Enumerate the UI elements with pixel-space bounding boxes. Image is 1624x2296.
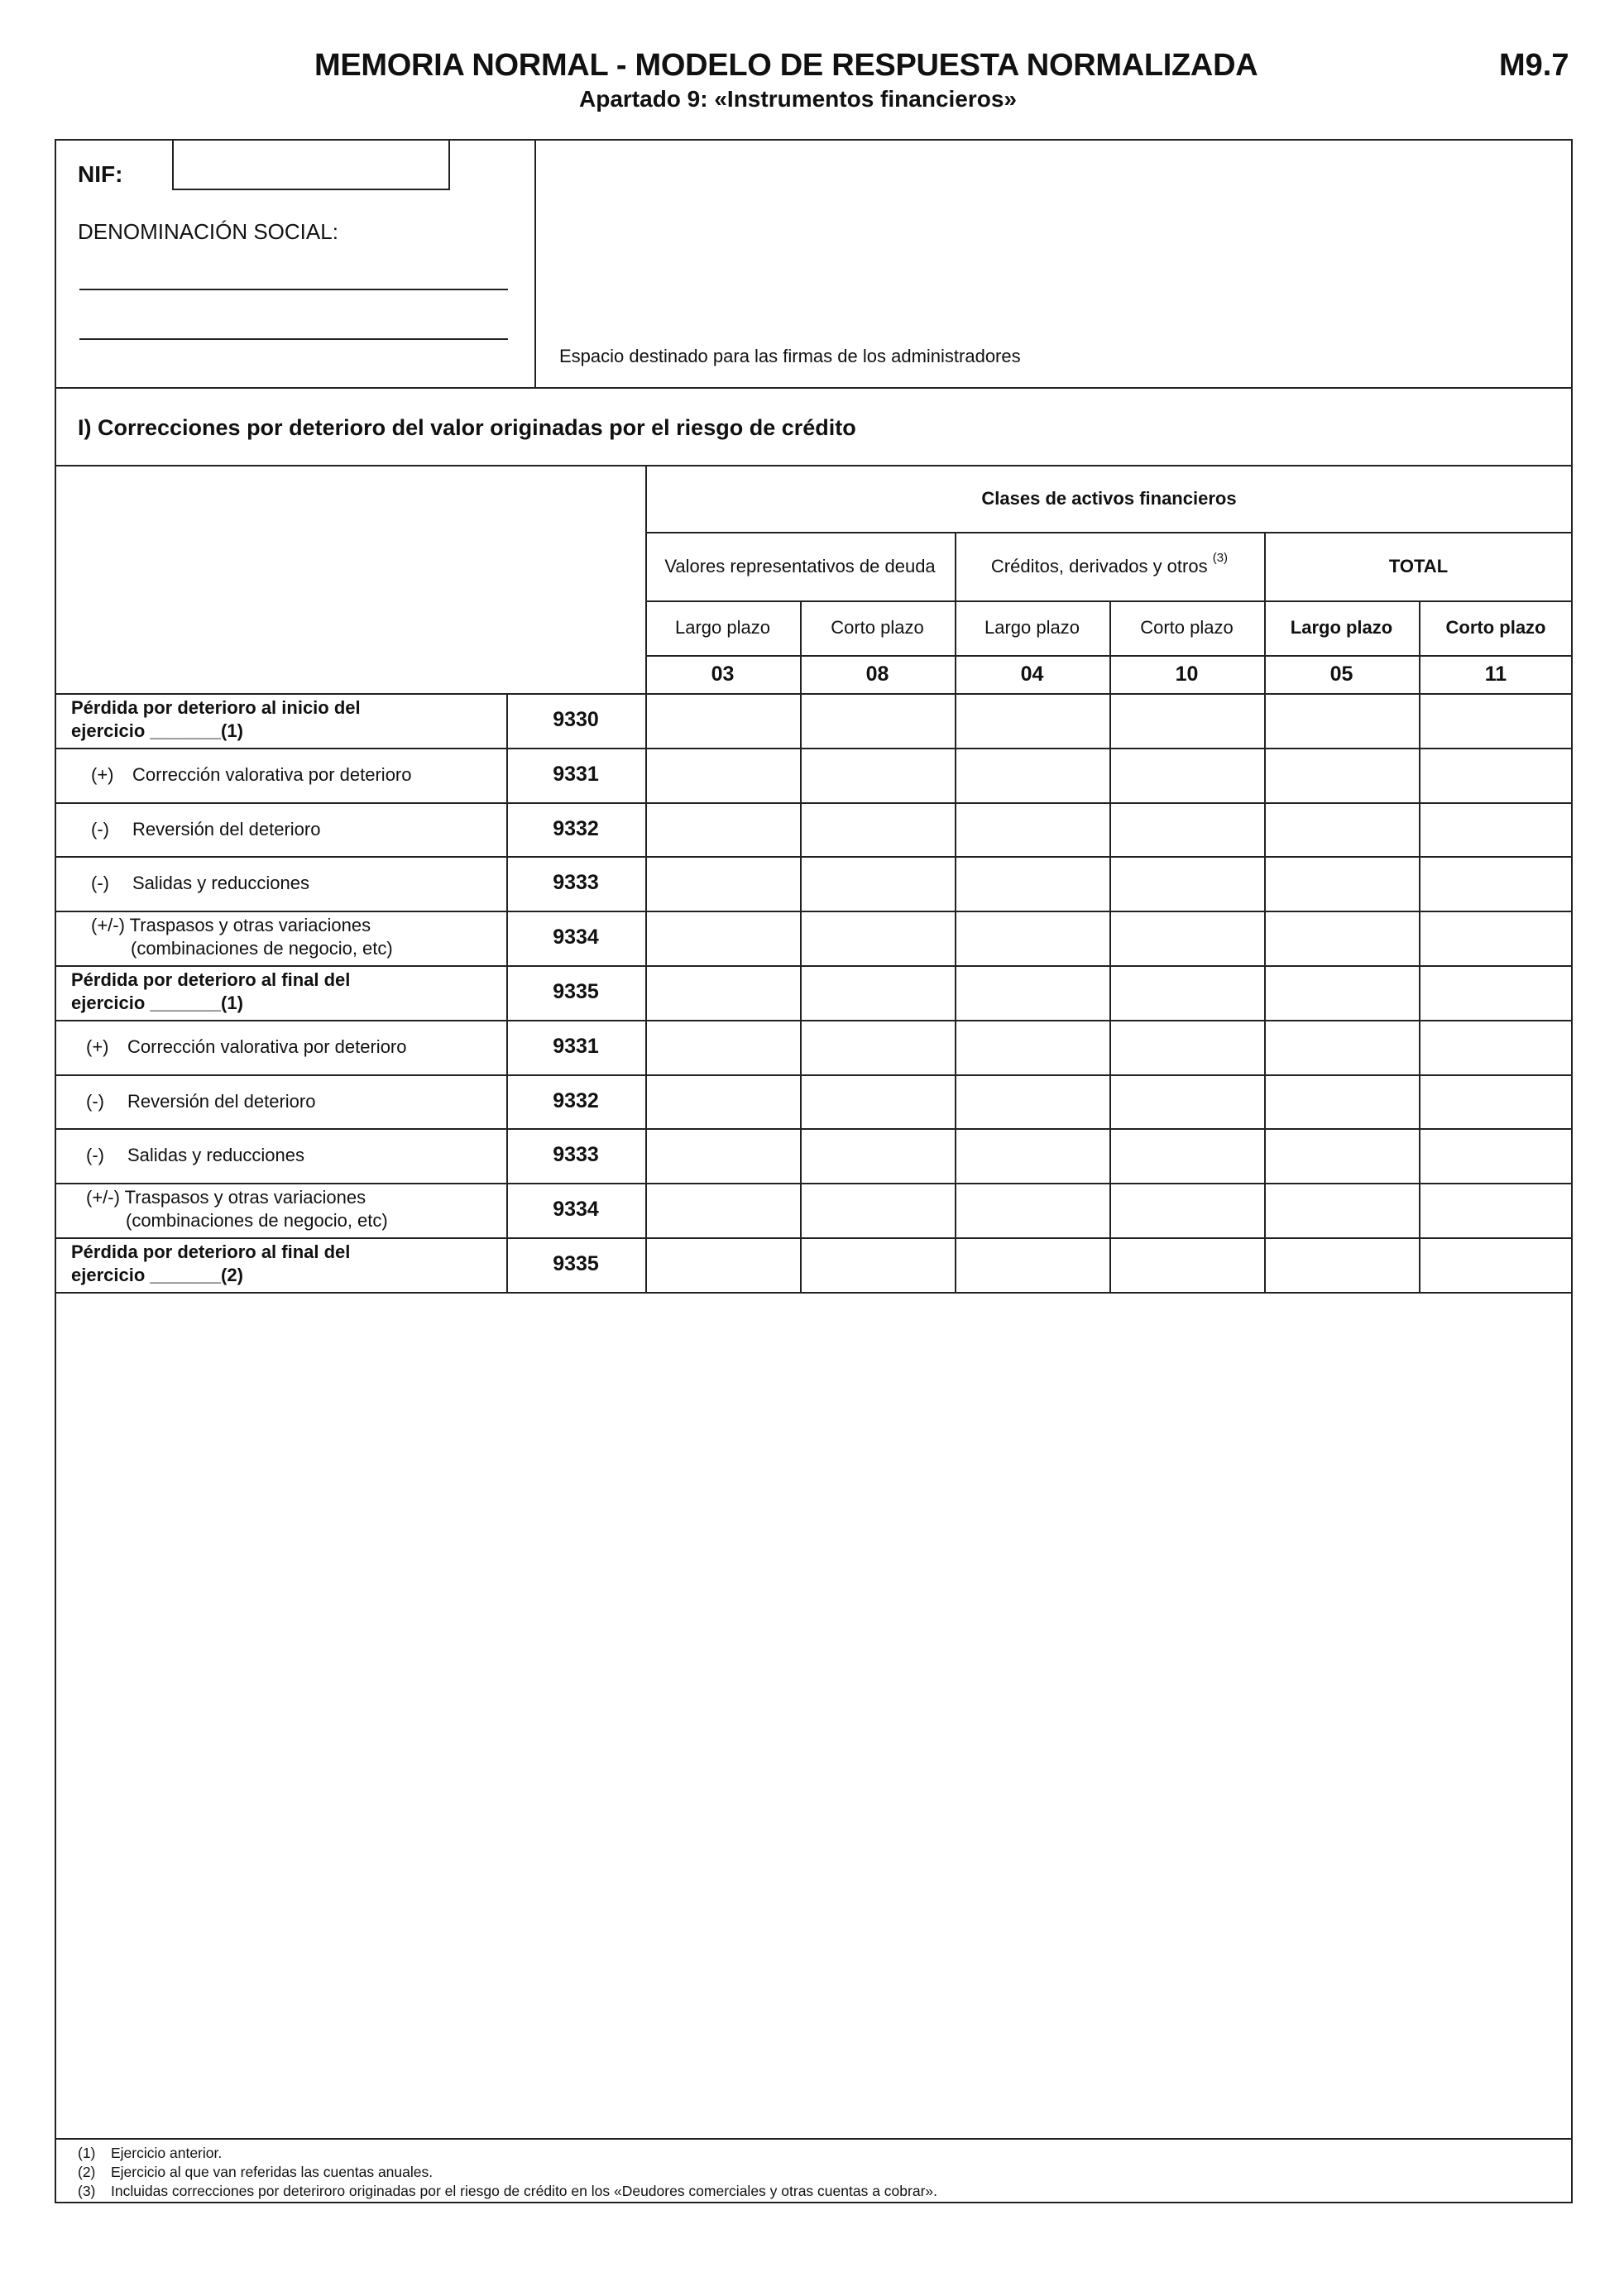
- row-label: [91, 872, 309, 895]
- value-cell[interactable]: [1420, 912, 1572, 964]
- denominacion-line-2[interactable]: [79, 338, 508, 340]
- row-label: [71, 1241, 350, 1287]
- row-label-line: ejercicio _______(1): [71, 993, 243, 1013]
- value-cell[interactable]: [802, 1076, 954, 1127]
- row-sign: (-): [91, 873, 109, 894]
- row-label-line: Pérdida por deterioro al final del: [71, 969, 351, 990]
- value-cell[interactable]: [1420, 858, 1572, 909]
- value-cell[interactable]: [1111, 695, 1263, 746]
- value-cell[interactable]: [1266, 749, 1418, 801]
- footnote: [78, 2164, 433, 2181]
- denominacion-label: DENOMINACIÓN SOCIAL:: [78, 219, 338, 244]
- value-cell[interactable]: [1266, 912, 1418, 964]
- row-label: [91, 914, 393, 960]
- row-label-text: Corrección valorativa por deterioro: [127, 1036, 407, 1057]
- value-cell[interactable]: [1111, 804, 1263, 855]
- row-code: 9332: [553, 816, 599, 840]
- column-code: 04: [1020, 662, 1044, 686]
- value-cell[interactable]: [647, 967, 799, 1018]
- row-sign: (+/-): [91, 915, 125, 936]
- value-cell[interactable]: [1266, 1184, 1418, 1236]
- column-code: 10: [1175, 662, 1199, 686]
- value-cell[interactable]: [647, 749, 799, 801]
- nif-field[interactable]: [172, 139, 450, 190]
- value-cell[interactable]: [647, 912, 799, 964]
- group-header-valores: [645, 532, 955, 600]
- value-cell[interactable]: [647, 1021, 799, 1073]
- value-cell[interactable]: [647, 1130, 799, 1181]
- footnote-number: (3): [78, 2183, 96, 2199]
- row-label-text: Traspasos y otras variaciones: [124, 1187, 366, 1208]
- row-code: 9333: [553, 871, 599, 895]
- value-cell[interactable]: [802, 967, 954, 1018]
- value-cell[interactable]: [647, 1239, 799, 1290]
- row-code: 9331: [553, 762, 599, 786]
- value-cell[interactable]: [956, 749, 1109, 801]
- column-code: 08: [865, 662, 889, 686]
- denominacion-line-1[interactable]: [79, 289, 508, 290]
- value-cell[interactable]: [802, 1184, 954, 1236]
- value-cell[interactable]: [956, 967, 1109, 1018]
- value-cell[interactable]: [647, 1076, 799, 1127]
- group-header-label: TOTAL: [1388, 555, 1449, 576]
- value-cell[interactable]: [956, 804, 1109, 855]
- row-label-text: Salidas y reducciones: [127, 1145, 305, 1166]
- value-cell[interactable]: [956, 858, 1109, 909]
- group-header-total: [1264, 532, 1573, 600]
- value-cell[interactable]: [956, 912, 1109, 964]
- value-cell[interactable]: [1420, 804, 1572, 855]
- row-code: 9331: [553, 1034, 599, 1058]
- row-label: [86, 1090, 315, 1113]
- column-code: 11: [1484, 662, 1507, 686]
- value-cell[interactable]: [802, 912, 954, 964]
- nif-label: NIF:: [78, 161, 123, 187]
- row-label-text: Reversión del deterioro: [132, 818, 321, 839]
- value-cell[interactable]: [802, 1130, 954, 1181]
- row-label-line: (combinaciones de negocio, etc): [131, 938, 393, 959]
- row-label-text: Traspasos y otras variaciones: [129, 915, 371, 936]
- group-header-label: Créditos, derivados y otros: [990, 555, 1208, 576]
- subheader: Largo plazo: [675, 617, 770, 638]
- value-cell[interactable]: [956, 1021, 1109, 1073]
- row-label-line: Pérdida por deterioro al inicio del: [71, 697, 361, 718]
- value-cell[interactable]: [956, 1184, 1109, 1236]
- footnote: [78, 2183, 937, 2200]
- value-cell[interactable]: [956, 695, 1109, 746]
- value-cell[interactable]: [1266, 1239, 1418, 1290]
- notes-area[interactable]: [56, 1294, 1571, 2137]
- row-label: [86, 1144, 304, 1167]
- row-label: [86, 1186, 388, 1232]
- value-cell[interactable]: [647, 1184, 799, 1236]
- value-cell[interactable]: [802, 1239, 954, 1290]
- row-label: [71, 696, 361, 743]
- value-cell[interactable]: [1266, 967, 1418, 1018]
- row-sign: (+): [91, 763, 114, 785]
- row-label: [86, 1036, 407, 1059]
- subheader: Corto plazo: [1140, 617, 1234, 638]
- value-cell[interactable]: [1420, 1184, 1572, 1236]
- value-cell[interactable]: [1420, 749, 1572, 801]
- value-cell[interactable]: [1420, 695, 1572, 746]
- footnote-number: (1): [78, 2145, 96, 2161]
- group-header-label: Valores representativos de deuda: [664, 555, 936, 576]
- page-title: MEMORIA NORMAL - MODELO DE RESPUESTA NORMALIZADA: [314, 48, 1258, 83]
- value-cell[interactable]: [1266, 1021, 1418, 1073]
- value-cell[interactable]: [647, 858, 799, 909]
- value-cell[interactable]: [1111, 912, 1263, 964]
- row-sign: (+): [86, 1036, 109, 1057]
- footnote-text: Incluidas correcciones por deteriroro originadas por el riesgo de crédito en los «Deudores comerciales y otras cuentas a cobrar».: [111, 2183, 937, 2199]
- value-cell[interactable]: [1266, 804, 1418, 855]
- row-label: [91, 763, 412, 787]
- row-label-text: Reversión del deterioro: [127, 1090, 316, 1112]
- value-cell[interactable]: [1111, 749, 1263, 801]
- value-cell[interactable]: [802, 1021, 954, 1073]
- row-sign: (-): [91, 818, 109, 839]
- group-header-creditos: [955, 532, 1264, 600]
- value-cell[interactable]: [1111, 858, 1263, 909]
- row-label: [91, 818, 320, 841]
- form-code: M9.7: [1499, 48, 1569, 83]
- value-cell[interactable]: [956, 1239, 1109, 1290]
- subheader: Corto plazo: [1445, 617, 1546, 638]
- value-cell[interactable]: [802, 804, 954, 855]
- value-cell[interactable]: [802, 749, 954, 801]
- row-code: 9333: [553, 1143, 599, 1167]
- value-cell[interactable]: [1111, 1021, 1263, 1073]
- footnote-ref: (3): [1212, 551, 1229, 565]
- row-code: 9332: [553, 1088, 599, 1112]
- column-code: 05: [1329, 662, 1353, 686]
- footnote-text: Ejercicio al que van referidas las cuentas anuales.: [111, 2164, 434, 2180]
- footnote: [78, 2145, 222, 2162]
- value-cell[interactable]: [1266, 1130, 1418, 1181]
- table-group-header: Clases de activos financieros: [981, 487, 1237, 509]
- subheader: Corto plazo: [831, 617, 924, 638]
- subheader: Largo plazo: [1290, 617, 1393, 638]
- subheader: Largo plazo: [984, 617, 1080, 638]
- row-label-line: Pérdida por deterioro al final del: [71, 1241, 351, 1262]
- section-title: I) Correcciones por deterioro del valor originadas por el riesgo de crédito: [78, 415, 856, 440]
- value-cell[interactable]: [1111, 1184, 1263, 1236]
- row-code: 9334: [553, 1198, 599, 1222]
- column-code: 03: [711, 662, 735, 686]
- row-sign: (-): [86, 1145, 104, 1166]
- footnote-number: (2): [78, 2164, 96, 2180]
- row-code: 9335: [553, 1252, 599, 1275]
- value-cell[interactable]: [802, 695, 954, 746]
- value-cell[interactable]: [1266, 858, 1418, 909]
- value-cell[interactable]: [956, 1130, 1109, 1181]
- value-cell[interactable]: [956, 1076, 1109, 1127]
- page-subtitle: Apartado 9: «Instrumentos financieros»: [579, 86, 1018, 112]
- value-cell[interactable]: [1111, 1239, 1263, 1290]
- row-code: 9334: [553, 926, 599, 949]
- value-cell[interactable]: [1420, 1021, 1572, 1073]
- value-cell[interactable]: [647, 804, 799, 855]
- value-cell[interactable]: [1420, 967, 1572, 1018]
- row-label-line: ejercicio _______(2): [71, 1265, 243, 1285]
- value-cell[interactable]: [802, 858, 954, 909]
- row-label-line: ejercicio _______(1): [71, 720, 243, 741]
- row-code: 9330: [553, 708, 599, 731]
- value-cell[interactable]: [1111, 967, 1263, 1018]
- row-label-text: Corrección valorativa por deterioro: [132, 763, 412, 785]
- value-cell[interactable]: [647, 695, 799, 746]
- footnote-text: Ejercicio anterior.: [111, 2145, 223, 2161]
- value-cell[interactable]: [1111, 1130, 1263, 1181]
- row-code: 9335: [553, 980, 599, 1003]
- footnotes-divider: [55, 2138, 1573, 2140]
- row-sign: (-): [86, 1090, 104, 1112]
- divider: [55, 387, 1573, 389]
- row-label-line: (combinaciones de negocio, etc): [126, 1210, 388, 1232]
- value-cell[interactable]: [1420, 1130, 1572, 1181]
- value-cell[interactable]: [1266, 695, 1418, 746]
- value-cell[interactable]: [1266, 1076, 1418, 1127]
- row-label: [71, 969, 350, 1015]
- signature-area-label: Espacio destinado para las firmas de los administradores: [559, 346, 1021, 366]
- value-cell[interactable]: [1420, 1076, 1572, 1127]
- signature-area[interactable]: [536, 141, 1571, 387]
- value-cell[interactable]: [1111, 1076, 1263, 1127]
- row-sign: (+/-): [86, 1187, 120, 1208]
- row-label-text: Salidas y reducciones: [132, 873, 310, 894]
- value-cell[interactable]: [1420, 1239, 1572, 1290]
